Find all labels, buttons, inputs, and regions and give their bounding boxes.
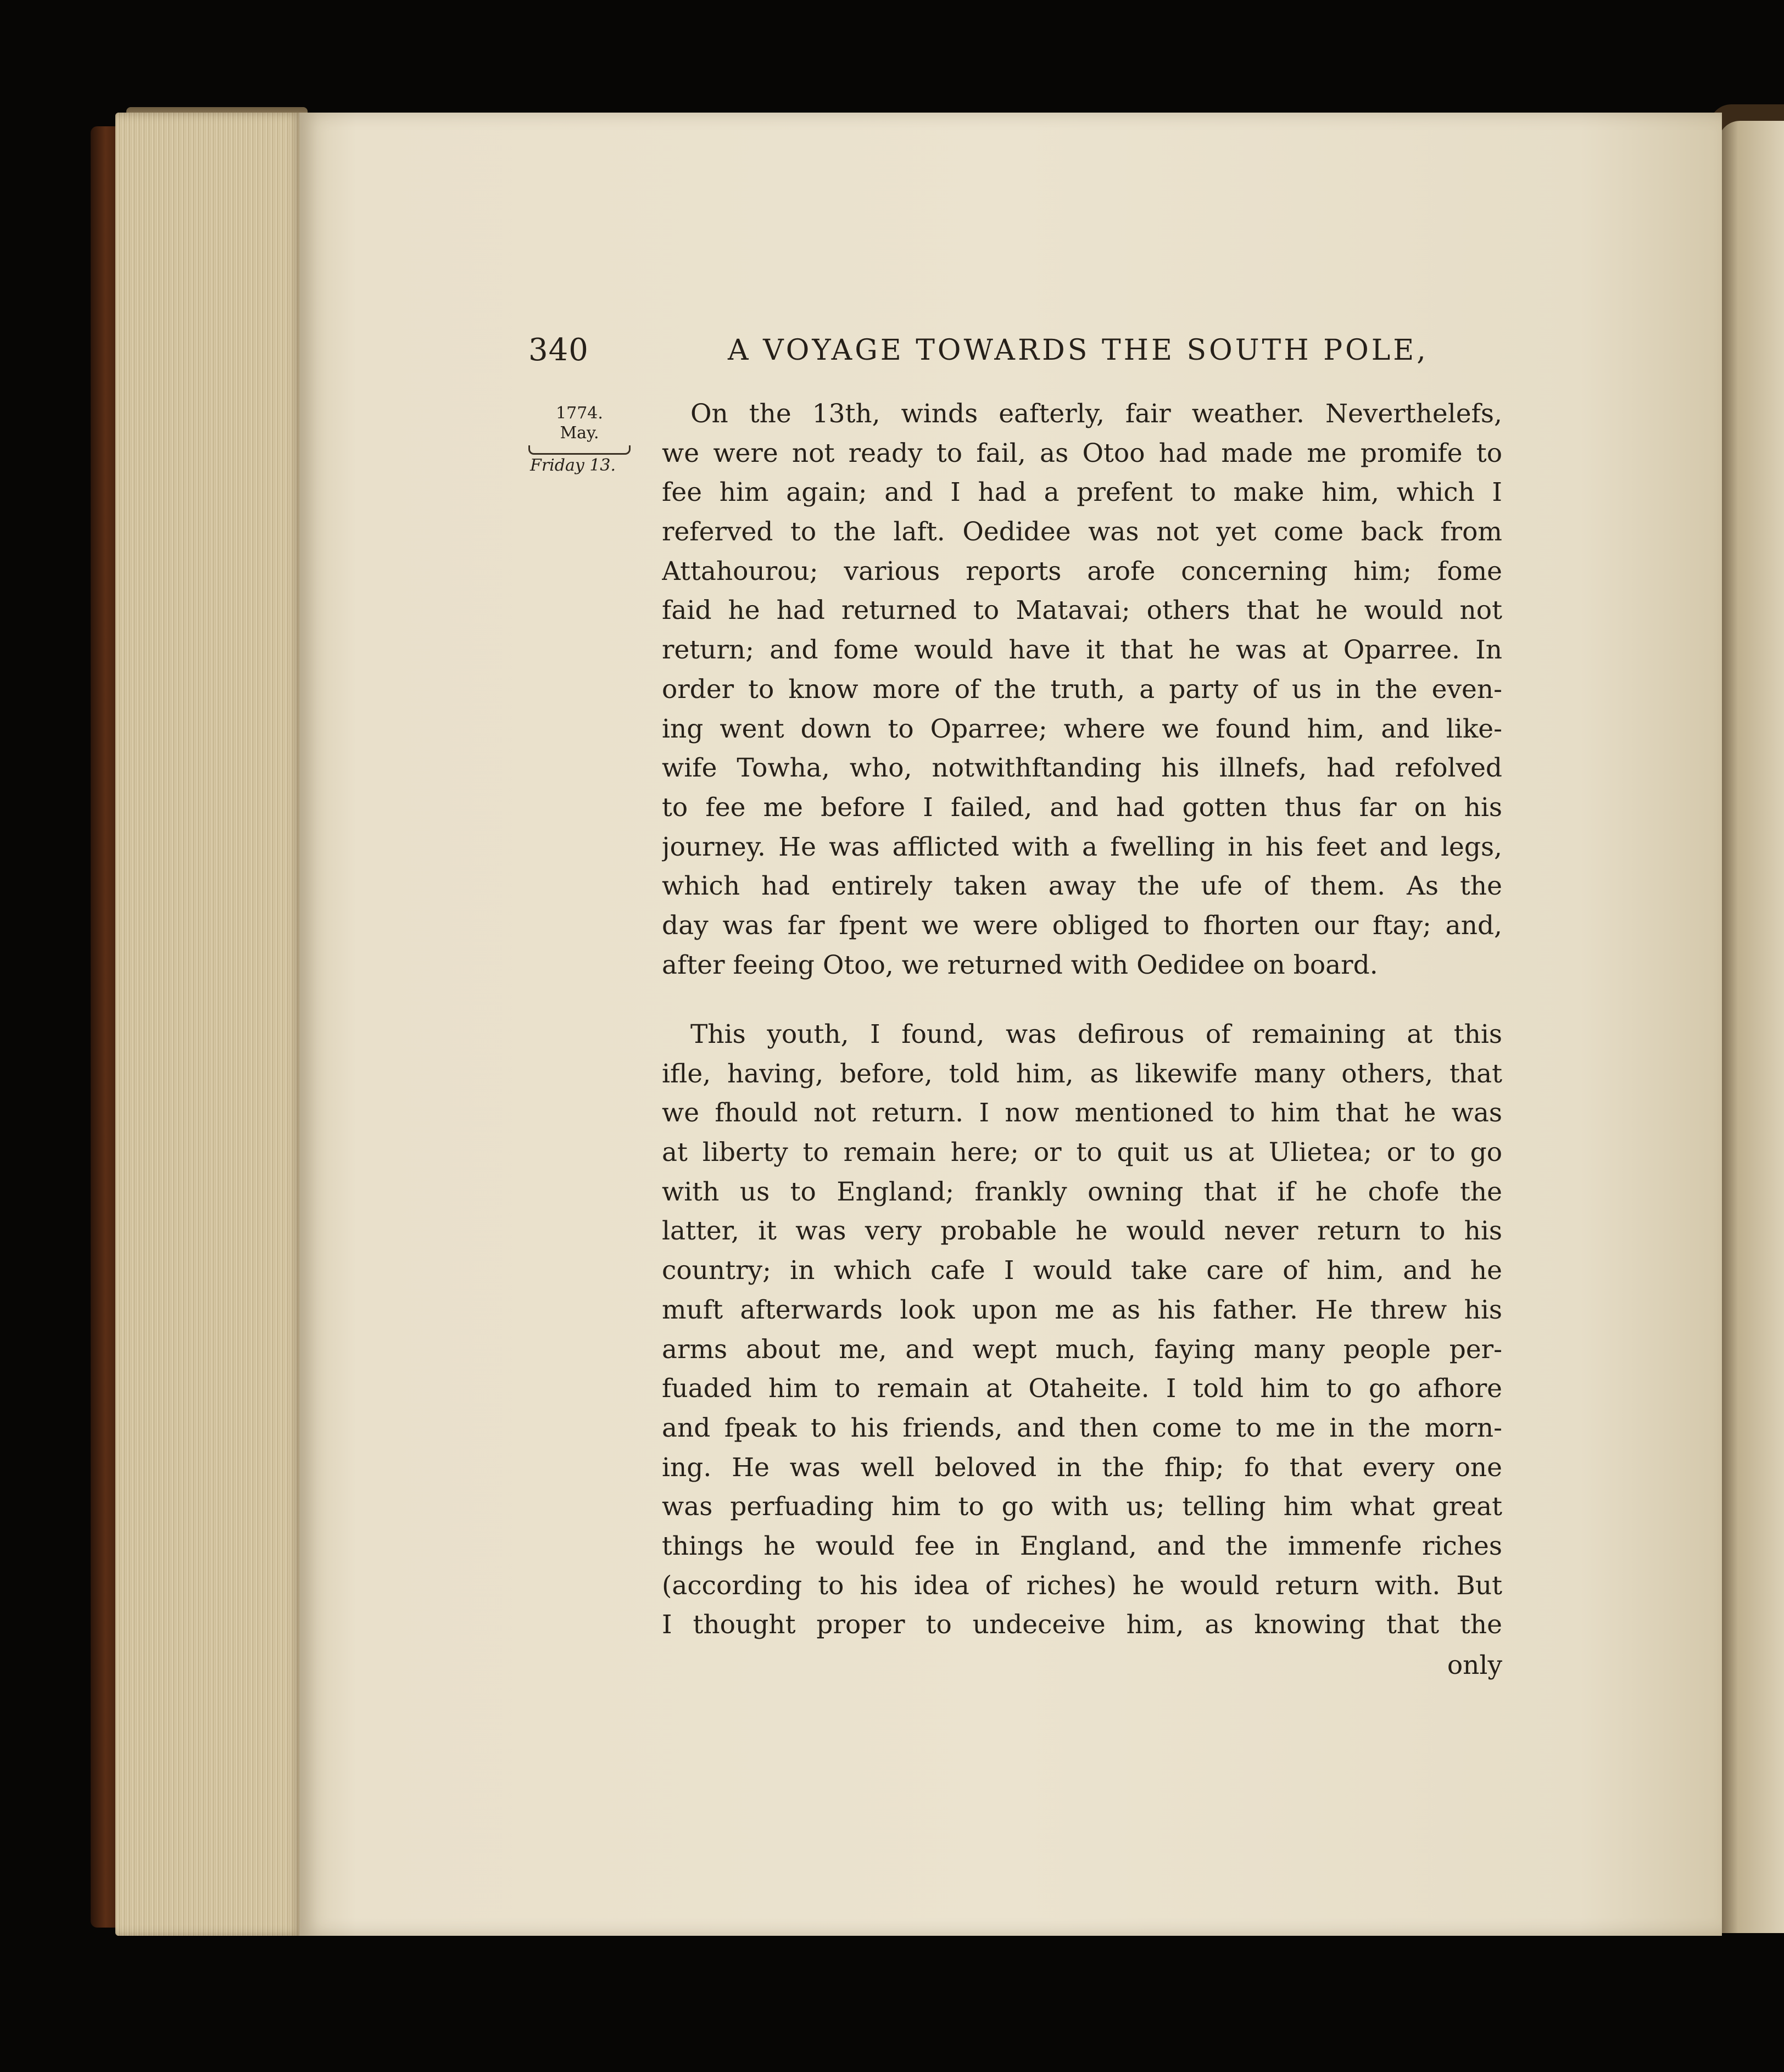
text-line: fuaded him to remain at Otaheite. I told him to go afhore bbox=[662, 1373, 1502, 1404]
text-line: muft afterwards look upon me as his father. He threw his bbox=[662, 1294, 1502, 1325]
text-line: return; and fome would have it that he was at Oparree. In bbox=[662, 635, 1502, 666]
text-line: which had entirely taken away the ufe of them. As the bbox=[662, 871, 1502, 902]
margin-note-month: May. bbox=[560, 423, 599, 443]
text-line: Attahourou; various reports arofe concerning him; fome bbox=[662, 556, 1502, 587]
margin-note-brace bbox=[528, 445, 631, 455]
text-line: we fhould not return. I now mentioned to him that he was bbox=[662, 1098, 1502, 1129]
text-line: On the 13th, winds eafterly, fair weather. Neverthelefs, bbox=[690, 399, 1502, 429]
text-line: and fpeak to his friends, and then come to me in the morn- bbox=[662, 1412, 1502, 1443]
text-line: wife Towha, who, notwithftanding his illnefs, had refolved bbox=[662, 753, 1502, 784]
facing-page bbox=[1718, 121, 1784, 1933]
page-edges bbox=[115, 113, 302, 1936]
paragraph-2 bbox=[662, 1015, 1502, 1645]
text-line: ing. He was well beloved in the fhip; fo that every one bbox=[662, 1452, 1502, 1483]
page-number: 340 bbox=[528, 332, 589, 368]
text-line: at liberty to remain here; or to quit us at Ulietea; or to go bbox=[662, 1137, 1502, 1168]
text-line: was perfuading him to go with us; telling him what great bbox=[662, 1492, 1502, 1522]
text-line: order to know more of the truth, a party of us in the even- bbox=[662, 674, 1502, 705]
text-line: This youth, I found, was defirous of remaining at this bbox=[690, 1019, 1502, 1049]
text-line: latter, it was very probable he would never return to his bbox=[662, 1216, 1502, 1247]
margin-note-year: 1774. bbox=[556, 404, 603, 423]
text-line: to fee me before I failed, and had gotten thus far on his bbox=[662, 792, 1502, 823]
text-line: country; in which cafe I would take care of him, and he bbox=[662, 1255, 1502, 1286]
catchword: only bbox=[1447, 1650, 1502, 1680]
text-line: we were not ready to fail, as Otoo had made me promife to bbox=[662, 438, 1502, 468]
text-line: faid he had returned to Matavai; others that he would not bbox=[662, 595, 1502, 626]
text-line: with us to England; frankly owning that if he chofe the bbox=[662, 1176, 1502, 1207]
margin-note-day: Friday 13. bbox=[530, 456, 616, 475]
catchword-line bbox=[662, 1646, 1502, 1685]
text-line: ing went down to Oparree; where we found him, and like- bbox=[662, 713, 1502, 744]
text-line: (according to his idea of riches) he would return with. But bbox=[662, 1570, 1502, 1601]
text-line: ifle, having, before, told him, as likewife many others, that bbox=[662, 1058, 1502, 1089]
text-line: I thought proper to undeceive him, as knowing that the bbox=[662, 1610, 1502, 1640]
paragraph-1 bbox=[662, 394, 1502, 985]
text-line: fee him again; and I had a prefent to make him, which I bbox=[662, 477, 1502, 508]
text-line: journey. He was afflicted with a fwelling in his feet and legs, bbox=[662, 831, 1502, 862]
text-line: things he would fee in England, and the immenfe riches bbox=[662, 1531, 1502, 1561]
text-line: arms about me, and wept much, faying many people per- bbox=[662, 1334, 1502, 1365]
text-line: referved to the laft. Oedidee was not yet come back from bbox=[662, 517, 1502, 548]
text-line: day was far fpent we were obliged to fhorten our ftay; and, bbox=[662, 910, 1502, 941]
text-line: after feeing Otoo, we returned with Oedidee on board. bbox=[662, 950, 1378, 980]
margin-note bbox=[514, 404, 645, 476]
running-head-title: A VOYAGE TOWARDS THE SOUTH POLE, bbox=[728, 334, 1429, 367]
